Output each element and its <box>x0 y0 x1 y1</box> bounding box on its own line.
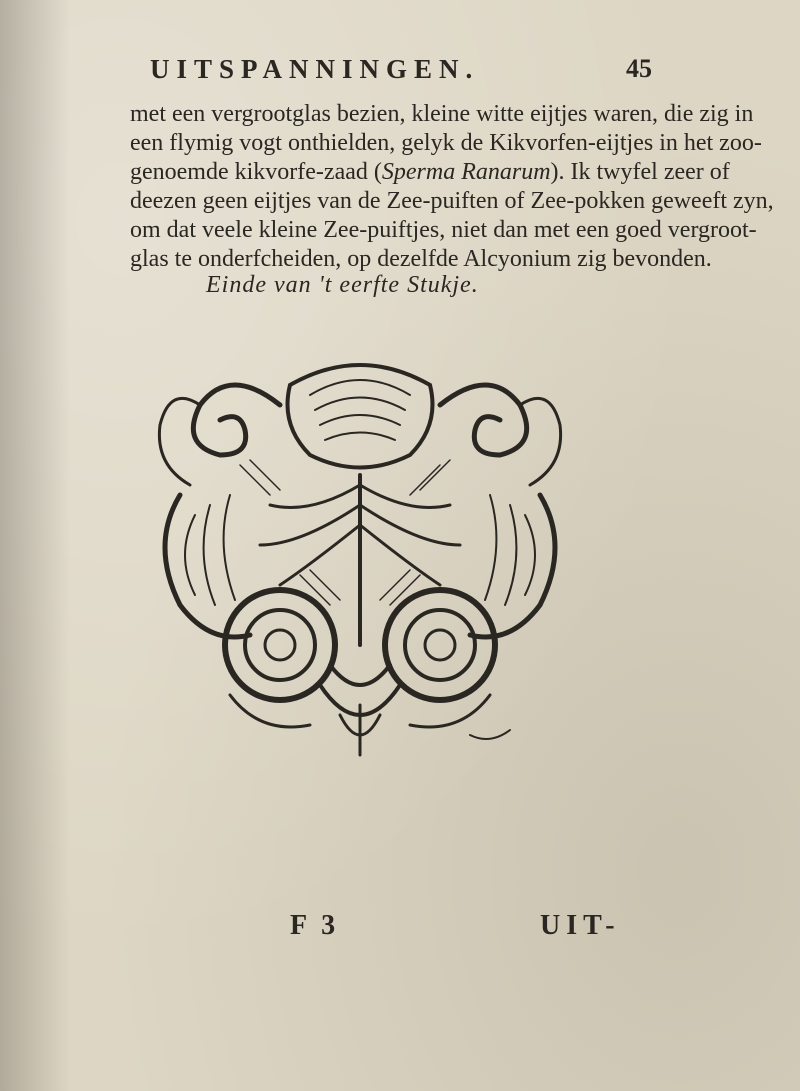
page-gutter-shadow <box>0 0 70 1091</box>
text-fragment: genoemde kikvorfe-zaad ( <box>130 159 382 185</box>
running-title: UITSPANNINGEN. <box>150 54 480 84</box>
signature-mark: F 3 <box>290 910 340 941</box>
text-fragment: ). Ik twyfel zeer of <box>550 159 730 185</box>
page-number: 45 <box>626 54 652 83</box>
body-paragraph <box>130 100 774 274</box>
acanthus-vignette-ornament <box>140 345 580 765</box>
page-header <box>120 50 660 90</box>
text-line: een flymig vogt onthielden, gelyk de Kikvorfen-eijtjes in het zoo- <box>130 130 762 156</box>
text-line: glas te onderfcheiden, op dezelfde Alcyonium zig bevonden. <box>130 246 712 272</box>
text-line <box>130 158 730 187</box>
latin-term: Sperma Ranarum <box>381 159 551 185</box>
end-of-section-note: Einde van 't eerfte Stukje. <box>206 272 479 298</box>
text-line: om dat veele kleine Zee-puiftjes, niet dan met een goed vergroot- <box>130 217 757 243</box>
text-line: deezen geen eijtjes van de Zee-puiften of Zee-pokken geweeft zyn, <box>130 188 774 214</box>
catchword: UIT- <box>540 910 621 941</box>
text-line: met een vergrootglas bezien, kleine witte eijtjes waren, die zig in <box>130 101 754 127</box>
